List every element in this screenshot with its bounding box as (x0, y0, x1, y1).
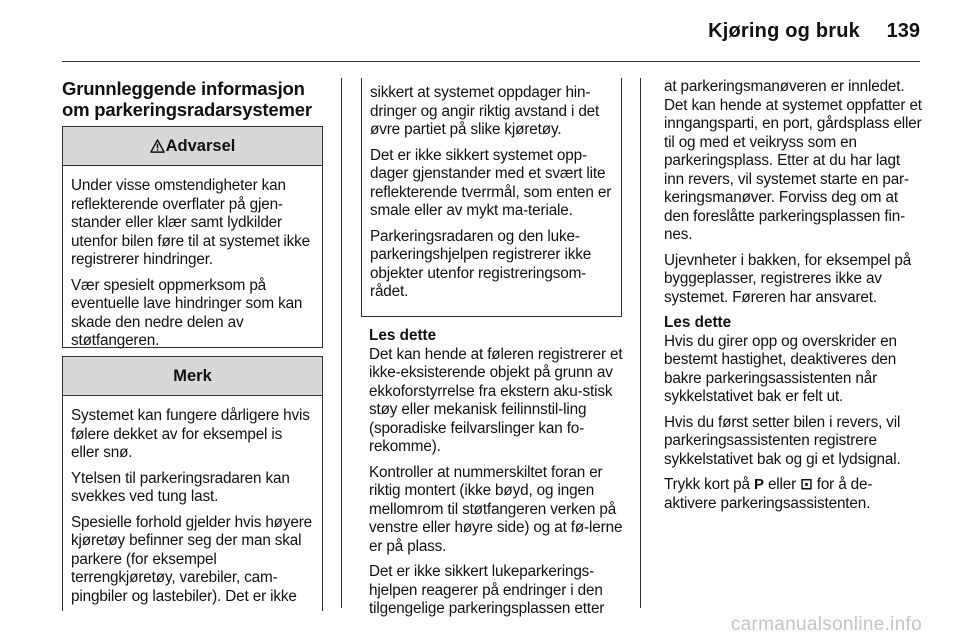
parking-assist-button-icon: P (753, 476, 764, 493)
body-paragraph: Hvis du først setter bilen i revers, vil parkeringsassistenten registrere sykkelstativet bak og gi et lydsignal. (664, 413, 901, 468)
right-column (664, 78, 922, 520)
note-paragraph: Parkeringsradaren og den luke-parkeringshjelpen registrerer ikke objekter utenfor registreringsom-rådet. (370, 227, 592, 300)
note-box-continued-body (362, 78, 621, 302)
note-box (62, 356, 323, 611)
warning-box-header (63, 127, 322, 166)
warning-box-body (63, 166, 322, 351)
note-paragraph: Ytelsen til parkeringsradaren kan svekkes ved tung last. (71, 469, 290, 505)
note-paragraph: Det er ikke sikkert systemet opp-dager gjenstander med et svært lite reflekterende tverrmål, som enten er smale eller av mykt ma-teriale. (370, 146, 612, 219)
text-fragment: for å de-aktivere parkeringsassistenten. (664, 476, 873, 512)
text-fragment: Trykk kort på (664, 476, 754, 493)
running-title: Kjøring og bruk (708, 20, 860, 42)
note-box-header (63, 357, 322, 396)
body-paragraph: Kontroller at nummerskiltet foran er riktig montert (ikke bøyd, og ingen mellomrom til støtfangeren verken på venstre eller høyre side) og at fø-lerne er på plass. (369, 463, 623, 555)
note-box-body (63, 396, 322, 606)
note-box-title: Merk (173, 366, 212, 385)
note-paragraph: Spesielle forhold gjelder hvis høyere kjøretøy befinner seg der man skal parkere (for eksempel terrengkjøretøy, varebiler, cam-pingbiler og lastebiler). Det er ikke (71, 513, 313, 605)
warning-paragraph: Vær spesielt oppmerksom på eventuelle lave hindringer som kan skade den nedre delen av støtfangeren. (71, 276, 303, 349)
column-divider (341, 78, 342, 608)
page-header (0, 0, 960, 62)
middle-column (369, 327, 627, 626)
note-box-continued (361, 78, 622, 317)
warning-box-title: Advarsel (165, 136, 236, 155)
header-rule (62, 61, 920, 62)
note-label: Les dette (664, 314, 732, 331)
warning-paragraph: Under visse omstendigheter kan reflekterende overflater på gjen-stander eller klær samt lydkilder utenfor bilen føre til at systemet ikke registrerer hindringer. (71, 177, 310, 268)
note-label: Les dette (369, 327, 437, 344)
body-paragraph: Det kan hende at føleren registrerer et ikke-eksisterende objekt på grunn av ekkoforstyrrelse fra ekstern aku-stisk støy eller mekanisk feilinnstil-ling (sporadiske feilvarslinger kan fo-rekomme). (369, 345, 623, 455)
section-heading: Grunnleggende informasjon om parkeringsradarsystemer (62, 78, 312, 120)
body-paragraph: Hvis du girer opp og overskrider en bestemt hastighet, deaktiveres den bakre parkeringsassistenten når sykkelstativet bak er felt ut. (664, 332, 897, 405)
body-paragraph-buttons (664, 476, 922, 513)
advanced-parking-assist-button-icon: ⊡ (800, 476, 813, 493)
watermark: carmanualsonline.info (730, 614, 922, 635)
body-paragraph: at parkeringsmanøveren er innledet. Det kan hende at systemet oppfatter et inngangsparti, en port, gårdsplass eller til og med et veikryss som en parkeringsplass. Etter at du har lagt inn revers, vil systemet starte en par-keringsmanøver. Forviss deg om at den foreslåtte parkeringsplassen fin-nes. (664, 78, 922, 243)
body-paragraph: Det er ikke sikkert lukeparkerings-hjelpen reagerer på endringer i den tilgengelige parkeringsplassen etter (369, 563, 605, 617)
body-paragraph: Ujevnheter i bakken, for eksempel på byggeplasser, registreres ikke av systemet. Føreren har ansvaret. (664, 251, 912, 306)
column-divider (640, 78, 641, 608)
page-number: 139 (886, 20, 920, 42)
warning-box (62, 126, 323, 348)
note-paragraph: Systemet kan fungere dårligere hvis følere dekket av for eksempel is eller snø. (71, 407, 310, 461)
warning-triangle-icon (150, 139, 165, 153)
note-paragraph: sikkert at systemet oppdager hin-dringer og angir riktig avstand i det øvre partiet på slike kjøretøy. (370, 84, 600, 138)
text-fragment: eller (763, 476, 801, 493)
